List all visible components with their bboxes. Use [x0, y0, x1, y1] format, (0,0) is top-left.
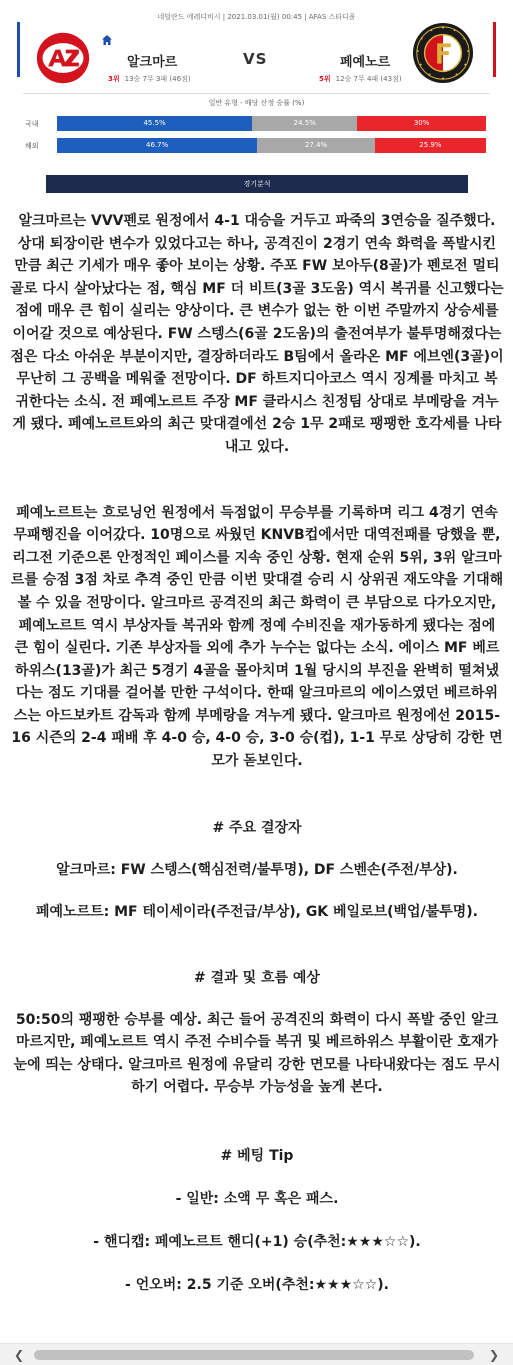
analysis-section-header: 경기분석 — [46, 175, 468, 193]
horizontal-scrollbar[interactable] — [0, 1343, 513, 1365]
match-meta: 네덜란드 에레디비시 | 2021.03.01(월) 00:45 | AFAS 스타디움 — [157, 13, 356, 21]
draw-segment: 24.5% — [252, 116, 357, 131]
analysis-article — [10, 210, 504, 1294]
away-team-name: 페예노르 — [340, 55, 391, 70]
away-team-analysis: 페예노르트는 흐로닝언 원정에서 득점없이 무승부를 기록하며 리그 4경기 연속 무패행진을 이어갔다. 10명으로 싸웠던 KNVB컵에서만 대역전패를 당했을 뿐, 리그전 기준으론 안정적인 페이스를 지속 중인 상황. 현재 순위 5위, 3위 알크마르를 승점 3점 차로 추격 중인 만큼 이번 맞대결 승리 시 상위권 재도약을 기대해 볼 수 있을 전망이다. 알크마르 공격진의 최근 화력이 큰 부담으로 다가오지만, 페예노르트 역시 부상자들 복귀와 함께 정예 수비진을 재가동하게 됐다는 점에 큰 힘이 실린다. 기존 부상자들 외에 추가 누수는 없다는 소식. 에이스 MF 베르하위스(13골)가 최근 5경기 4골을 몰아치며 1월 당시의 부진을 완벽히 떨쳐냈다는 점도 기대를 걸어볼 만한 구석이다. 한때 알크마르의 에이스였던 베르하위스는 아드보카트 감독과 함께 부메랑을 겨누게 됐다. 알크마르 원정에선 2015-16 시즌의 2-4 패배 후 4-0 승, 4-0 승, 3-0 승(컵), 1-1 무로 상당히 강한 면모가 돋보인다. — [10, 504, 504, 770]
draw-segment: 27.4% — [257, 138, 375, 153]
away-accent-bar — [493, 22, 496, 77]
card-divider — [23, 93, 490, 94]
absentees-heading: # 주요 결장자 — [212, 819, 302, 836]
home-absentees: 알크마르: FW 스텡스(핵심전력/불투명), DF 스벤손(주전/부상). — [56, 861, 458, 878]
tip-moneyline: - 일반: 소액 무 혹은 패스. — [175, 1191, 339, 1208]
away-absentees: 페예노르트: MF 테이세이라(주전급/부상), GK 베일로브(백업/불투명). — [36, 903, 478, 920]
home-win-segment: 45.5% — [57, 116, 252, 131]
odds-row-label: 해외 — [25, 142, 39, 150]
match-card — [17, 8, 496, 156]
away-record-text: 12승 7무 4패 (43점) — [335, 75, 402, 83]
odds-row-overseas — [17, 138, 496, 153]
az-alkmaar-logo-icon — [35, 30, 91, 86]
away-win-segment: 30% — [357, 116, 486, 131]
away-record — [319, 74, 402, 84]
odds-stat-title: 일반 유형 - 배당 산정 승률 (%) — [208, 99, 305, 107]
home-icon — [101, 34, 113, 46]
home-win-segment: 46.7% — [57, 138, 257, 153]
scrollbar-thumb[interactable] — [34, 1350, 474, 1360]
home-accent-bar — [17, 22, 20, 77]
prediction-text: 50:50의 팽팽한 승부를 예상. 최근 들어 공격진의 화력이 다시 폭발 중인 알크마르지만, 페예노르트 역시 주전 수비수들 복귀 및 베르하위스 부활이란 호재가 눈에 띄는 상태다. 알크마르 원정에 유달리 강한 면모를 나타내왔다는 점도 무시하기 어렵다. 무승부 가능성을 높게 본다. — [13, 1011, 501, 1096]
versus-label: VS — [243, 50, 268, 68]
betting-tip-heading: # 베팅 Tip — [220, 1148, 294, 1165]
away-rank: 5위 — [319, 75, 331, 83]
home-team-name: 알크마르 — [127, 55, 178, 70]
tip-over-under: - 언오버: 2.5 기준 오버(추천:★★★☆☆). — [125, 1277, 389, 1294]
tip-handicap: - 핸디캡: 페예노르트 핸디(+1) 승(추천:★★★☆☆). — [93, 1234, 421, 1251]
odds-bar — [57, 138, 486, 153]
home-team-analysis: 알크마르는 VVV펜로 원정에서 4-1 대승을 거두고 파죽의 3연승을 질주했다. 상대 퇴장이란 변수가 있었다고는 하나, 공격진이 2경기 연속 화력을 폭발시킨 만큼 최근 기세가 매우 좋아 보이는 상황. 주포 FW 보아두(8골)가 펜로전 멀티골로 다시 살아났다는 점, 핵심 MF 더 비트(3골 3도움) 역시 복귀를 신고했다는 점에 매우 큰 힘이 실리는 양상이다. 큰 변수가 없는 한 이번 주말까지 상승세를 이어갈 것으로 예상된다. FW 스텡스(6골 2도움)의 출전여부가 불투명해졌다는 점은 다소 아쉬운 부분이지만, 결장하더라도 B팀에서 올라온 MF 에브엔(3골)이 무난히 그 공백을 메워줄 전망이다. DF 하트지디아코스 역시 징계를 마치고 복귀한다는 소식. 전 페예노르트 주장 MF 클라시스 친정팀 상대로 부메랑을 겨누게 됐다. 페예노르트와의 최근 맞대결에선 2승 1무 2패로 팽팽한 호각세를 나타내고 있다. — [10, 213, 504, 455]
scroll-right-arrow-icon[interactable]: ❯ — [488, 1348, 500, 1362]
odds-row-label: 국내 — [25, 120, 39, 128]
odds-row-domestic — [17, 116, 496, 131]
feyenoord-logo-icon — [412, 22, 474, 84]
home-record-text: 13승 7무 3패 (46점) — [124, 75, 191, 83]
home-rank: 3위 — [108, 75, 120, 83]
scroll-left-arrow-icon[interactable]: ❮ — [13, 1348, 25, 1362]
odds-bar — [57, 116, 486, 131]
prediction-heading: # 결과 및 흐름 예상 — [194, 969, 320, 986]
home-record — [108, 74, 191, 84]
away-win-segment: 25.9% — [375, 138, 486, 153]
